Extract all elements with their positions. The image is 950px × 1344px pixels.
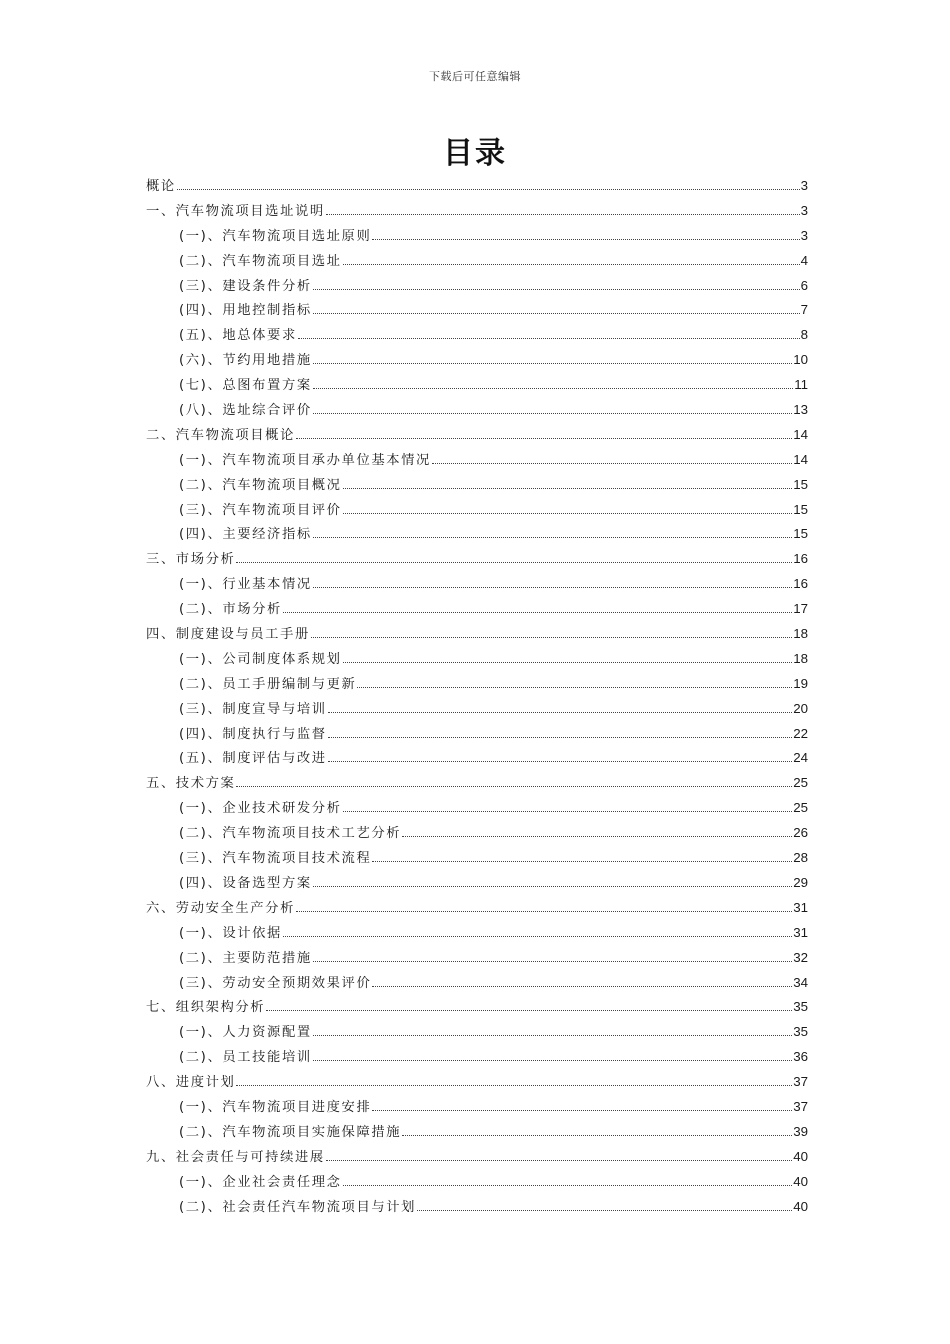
toc-section-entry[interactable] [146,1095,808,1120]
toc-chapter-entry[interactable] [146,1070,808,1095]
toc-entry-page-number: 39 [793,1123,808,1139]
toc-entry-page-number: 25 [793,800,808,816]
toc-dot-leader [313,587,792,588]
toc-entry-label: (五)、制度评估与改进 [179,751,327,767]
toc-section-entry[interactable] [146,971,808,996]
toc-section-entry[interactable] [146,398,808,423]
toc-dot-leader [343,513,793,514]
toc-entry-label: 一、汽车物流项目选址说明 [146,203,325,219]
toc-dot-leader [266,1010,792,1011]
toc-dot-leader [296,438,792,439]
toc-section-entry[interactable] [146,821,808,846]
toc-dot-leader [343,662,793,663]
toc-dot-leader [177,189,800,190]
toc-dot-leader [328,712,793,713]
toc-dot-leader [296,911,792,912]
toc-dot-leader [328,761,793,762]
toc-section-entry[interactable] [146,1195,808,1220]
toc-chapter-entry[interactable] [146,896,808,921]
toc-entry-page-number: 40 [793,1148,808,1164]
toc-entry-page-number: 13 [793,402,808,418]
toc-entry-page-number: 18 [793,650,808,666]
toc-dot-leader [402,836,792,837]
toc-section-entry[interactable] [146,249,808,274]
toc-dot-leader [313,388,793,389]
toc-chapter-entry[interactable] [146,199,808,224]
toc-entry-page-number: 20 [793,700,808,716]
toc-dot-leader [326,1160,792,1161]
toc-entry-page-number: 28 [793,850,808,866]
page-title: 目录 [443,136,507,171]
toc-entry-page-number: 3 [800,202,808,218]
toc-entry-label: (二)、主要防范措施 [179,950,312,966]
toc-chapter-entry[interactable] [146,1145,808,1170]
toc-entry-page-number: 14 [793,451,808,467]
toc-dot-leader [311,637,792,638]
toc-entry-page-number: 10 [793,352,808,368]
toc-entry-label: (四)、制度执行与监督 [179,726,327,742]
toc-dot-leader [372,861,792,862]
toc-entry-page-number: 18 [793,626,808,642]
toc-entry-label: (二)、员工技能培训 [179,1050,312,1066]
toc-entry-label: (五)、地总体要求 [179,328,297,344]
toc-entry-label: (七)、总图布置方案 [179,378,312,394]
toc-dot-leader [372,1110,792,1111]
toc-section-entry[interactable] [146,597,808,622]
toc-section-entry[interactable] [146,871,808,896]
toc-section-entry[interactable] [146,846,808,871]
toc-entry-page-number: 22 [793,725,808,741]
toc-entry-page-number: 8 [800,327,808,343]
toc-entry-label: (二)、汽车物流项目实施保障措施 [179,1124,402,1140]
toc-entry-page-number: 35 [793,1024,808,1040]
toc-entry-label: (三)、汽车物流项目技术流程 [179,851,372,867]
toc-entry-label: (三)、汽车物流项目评价 [179,502,342,518]
toc-entry-page-number: 26 [793,825,808,841]
toc-chapter-entry[interactable] [146,423,808,448]
toc-entry-label: (三)、劳动安全预期效果评价 [179,975,372,991]
toc-entry-page-number: 34 [793,974,808,990]
toc-dot-leader [236,562,792,563]
toc-entry-page-number: 37 [793,1074,808,1090]
toc-entry-label: (四)、设备选型方案 [179,875,312,891]
toc-entry-page-number: 25 [793,775,808,791]
toc-dot-leader [283,612,792,613]
toc-dot-leader [313,886,792,887]
toc-entry-label: (一)、公司制度体系规划 [179,651,342,667]
toc-chapter-entry[interactable] [146,771,808,796]
page-header-note: 下载后可任意编辑 [429,70,521,83]
toc-entry-page-number: 7 [800,302,808,318]
toc-entry-label: (二)、汽车物流项目选址 [179,253,342,269]
toc-section-entry[interactable] [146,1045,808,1070]
toc-dot-leader [313,1035,792,1036]
toc-entry-label: (四)、主要经济指标 [179,527,312,543]
toc-entry-page-number: 24 [793,750,808,766]
toc-section-entry[interactable] [146,473,808,498]
toc-dot-leader [236,786,792,787]
toc-entry-page-number: 40 [793,1173,808,1189]
toc-entry-label: 三、市场分析 [146,552,236,568]
toc-section-entry[interactable] [146,522,808,547]
toc-dot-leader [402,1135,792,1136]
toc-section-entry[interactable] [146,1120,808,1145]
table-of-contents [146,174,808,1219]
toc-entry-page-number: 40 [793,1198,808,1214]
toc-dot-leader [432,463,792,464]
toc-dot-leader [357,687,792,688]
toc-dot-leader [236,1085,792,1086]
toc-section-entry[interactable] [146,796,808,821]
toc-section-entry[interactable] [146,572,808,597]
toc-dot-leader [313,289,800,290]
toc-entry-page-number: 37 [793,1098,808,1114]
toc-entry-label: (一)、行业基本情况 [179,577,312,593]
toc-dot-leader [313,313,800,314]
toc-entry-label: 四、制度建设与员工手册 [146,627,310,643]
toc-dot-leader [326,214,800,215]
toc-entry-label: (四)、用地控制指标 [179,303,312,319]
toc-entry-label: (一)、汽车物流项目进度安排 [179,1099,372,1115]
toc-chapter-entry[interactable] [146,622,808,647]
toc-section-entry[interactable] [146,647,808,672]
toc-entry-page-number: 15 [793,501,808,517]
toc-entry-page-number: 16 [793,576,808,592]
toc-entry-label: 五、技术方案 [146,776,236,792]
toc-entry-label: (二)、汽车物流项目概况 [179,477,342,493]
toc-dot-leader [298,338,800,339]
toc-entry-page-number: 11 [794,377,808,393]
toc-entry-page-number: 31 [793,924,808,940]
toc-section-entry[interactable] [146,1020,808,1045]
toc-entry-label: (六)、节约用地措施 [179,353,312,369]
toc-section-entry[interactable] [146,224,808,249]
toc-section-entry[interactable] [146,746,808,771]
toc-chapter-entry[interactable] [146,174,808,199]
toc-entry-label: (一)、企业社会责任理念 [179,1174,342,1190]
toc-entry-label: (八)、选址综合评价 [179,403,312,419]
toc-entry-label: (一)、设计依据 [179,925,282,941]
toc-section-entry[interactable] [146,921,808,946]
toc-dot-leader [343,811,793,812]
toc-dot-leader [343,264,800,265]
toc-entry-page-number: 32 [793,949,808,965]
toc-dot-leader [372,986,792,987]
toc-dot-leader [372,239,799,240]
toc-dot-leader [313,413,792,414]
toc-entry-label: 七、组织架构分析 [146,1000,266,1016]
toc-section-entry[interactable] [146,323,808,348]
toc-entry-label: 二、汽车物流项目概论 [146,427,295,443]
toc-entry-page-number: 3 [800,178,808,193]
toc-section-entry[interactable] [146,373,808,398]
toc-dot-leader [283,936,792,937]
toc-entry-label: (二)、市场分析 [179,602,282,618]
toc-dot-leader [343,1185,793,1186]
toc-section-entry[interactable] [146,946,808,971]
toc-dot-leader [313,1060,792,1061]
toc-entry-label: (一)、企业技术研发分析 [179,801,342,817]
toc-entry-page-number: 14 [793,426,808,442]
toc-entry-page-number: 29 [793,874,808,890]
toc-section-entry[interactable] [146,348,808,373]
toc-entry-label: 九、社会责任与可持续进展 [146,1149,325,1165]
toc-entry-page-number: 3 [800,227,808,243]
toc-section-entry[interactable] [146,722,808,747]
toc-entry-page-number: 6 [800,277,808,293]
toc-entry-label: (三)、制度宣导与培训 [179,701,327,717]
toc-entry-page-number: 15 [793,476,808,492]
toc-entry-page-number: 17 [793,601,808,617]
toc-dot-leader [417,1210,792,1211]
toc-entry-label: 概论 [146,179,176,194]
toc-chapter-entry[interactable] [146,547,808,572]
toc-section-entry[interactable] [146,1170,808,1195]
toc-dot-leader [313,537,792,538]
toc-section-entry[interactable] [146,274,808,299]
toc-entry-page-number: 31 [793,899,808,915]
toc-section-entry[interactable] [146,448,808,473]
toc-entry-label: (一)、汽车物流项目承办单位基本情况 [179,452,431,468]
toc-dot-leader [313,961,792,962]
toc-entry-page-number: 15 [793,526,808,542]
toc-chapter-entry[interactable] [146,995,808,1020]
toc-entry-label: (二)、社会责任汽车物流项目与计划 [179,1199,417,1215]
toc-entry-page-number: 35 [793,999,808,1015]
toc-section-entry[interactable] [146,298,808,323]
toc-section-entry[interactable] [146,498,808,523]
toc-entry-label: 六、劳动安全生产分析 [146,900,295,916]
toc-entry-label: 八、进度计划 [146,1075,236,1091]
toc-entry-page-number: 16 [793,551,808,567]
toc-entry-label: (二)、汽车物流项目技术工艺分析 [179,826,402,842]
toc-section-entry[interactable] [146,672,808,697]
toc-entry-label: (二)、员工手册编制与更新 [179,676,357,692]
toc-entry-page-number: 36 [793,1049,808,1065]
toc-dot-leader [328,737,793,738]
toc-entry-page-number: 4 [800,252,808,268]
toc-dot-leader [313,363,792,364]
toc-entry-label: (三)、建设条件分析 [179,278,312,294]
toc-section-entry[interactable] [146,697,808,722]
toc-entry-label: (一)、人力资源配置 [179,1025,312,1041]
toc-dot-leader [343,488,793,489]
toc-entry-page-number: 19 [793,675,808,691]
toc-entry-label: (一)、汽车物流项目选址原则 [179,228,372,244]
